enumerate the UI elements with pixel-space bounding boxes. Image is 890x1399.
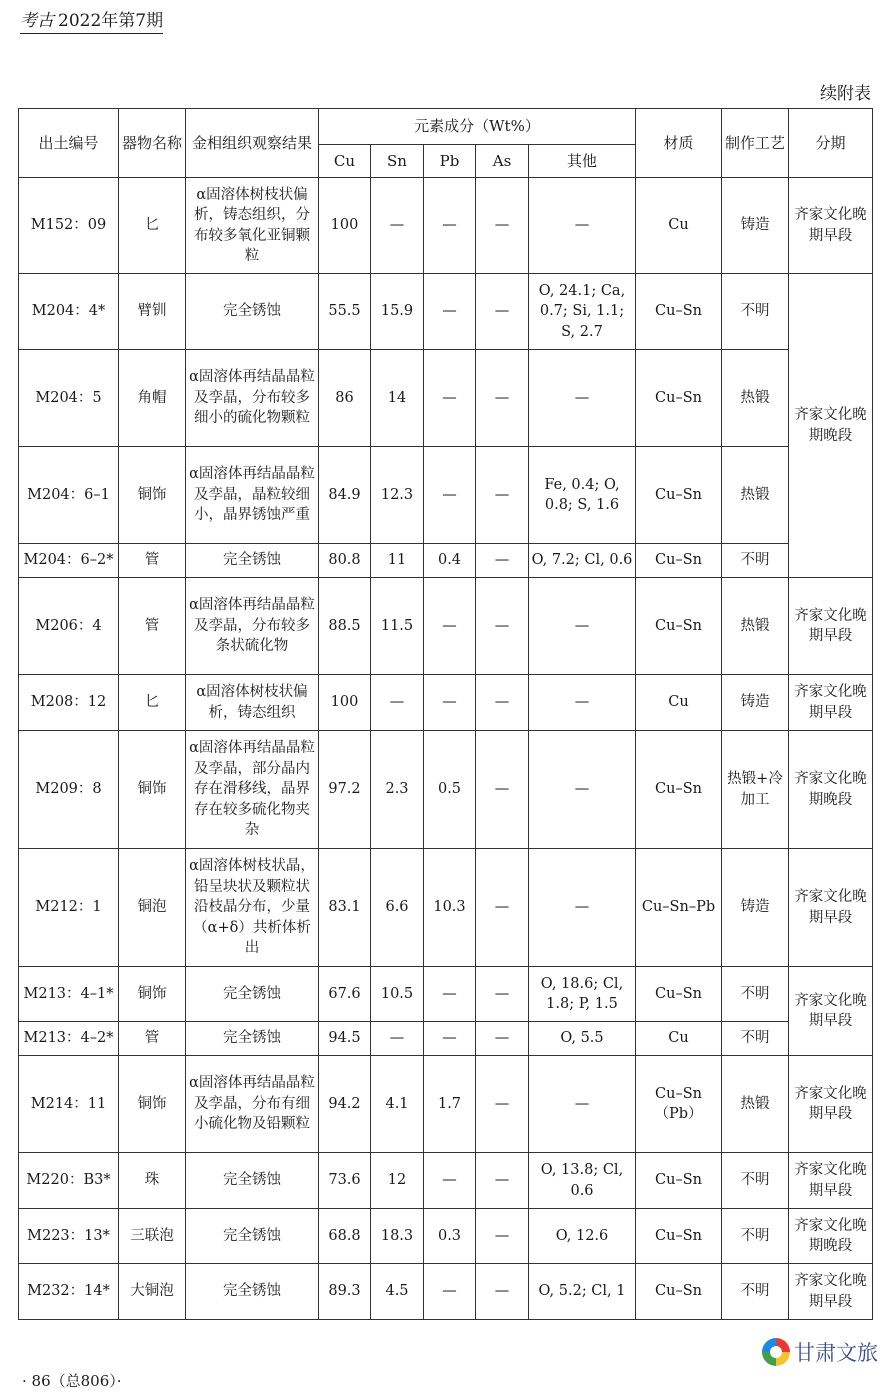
cell-observation: α固溶体树枝状偏析，铸态组织 xyxy=(186,675,319,731)
cell-cu: 67.6 xyxy=(319,967,371,1022)
cell-as: — xyxy=(476,544,529,578)
cell-name: 三联泡 xyxy=(119,1209,186,1264)
cell-sn: 12.3 xyxy=(371,447,424,544)
cell-material: Cu–Sn–Pb xyxy=(636,849,722,967)
cell-name: 铜饰 xyxy=(119,731,186,849)
cell-name: 珠 xyxy=(119,1153,186,1209)
cell-observation: 完全锈蚀 xyxy=(186,1209,319,1264)
table-row xyxy=(19,1153,873,1209)
cell-name: 管 xyxy=(119,1022,186,1056)
cell-cu: 94.5 xyxy=(319,1022,371,1056)
cell-cu: 68.8 xyxy=(319,1209,371,1264)
table-row xyxy=(19,1264,873,1320)
cell-as: — xyxy=(476,1153,529,1209)
cell-as: — xyxy=(476,1022,529,1056)
cell-sn: — xyxy=(371,1022,424,1056)
table-row xyxy=(19,1022,873,1056)
cell-cu: 100 xyxy=(319,178,371,274)
cell-cu: 80.8 xyxy=(319,544,371,578)
watermark xyxy=(762,1337,878,1367)
cell-sn: 2.3 xyxy=(371,731,424,849)
cell-name: 匕 xyxy=(119,675,186,731)
cell-observation: α固溶体树枝状晶，铅呈块状及颗粒状沿枝晶分布，少量（α+δ）共析体析出 xyxy=(186,849,319,967)
cell-material: Cu–Sn xyxy=(636,731,722,849)
cell-as: — xyxy=(476,1056,529,1153)
cell-period: 齐家文化晚期早段 xyxy=(789,1153,873,1209)
cell-name: 铜饰 xyxy=(119,1056,186,1153)
cell-pb: — xyxy=(424,447,476,544)
cell-sn: — xyxy=(371,178,424,274)
cell-id: M232：14* xyxy=(19,1264,119,1320)
header-material: 材质 xyxy=(636,109,722,178)
cell-material: Cu xyxy=(636,675,722,731)
cell-material: Cu–Sn xyxy=(636,1209,722,1264)
cell-other: O, 12.6 xyxy=(529,1209,636,1264)
header-other: 其他 xyxy=(529,145,636,178)
cell-cu: 86 xyxy=(319,350,371,447)
cell-id: M213：4–1* xyxy=(19,967,119,1022)
cell-observation: α固溶体再结晶晶粒及孪晶，分布较多细小的硫化物颗粒 xyxy=(186,350,319,447)
cell-material: Cu xyxy=(636,1022,722,1056)
cell-pb: 0.4 xyxy=(424,544,476,578)
cell-name: 匕 xyxy=(119,178,186,274)
cell-technique: 不明 xyxy=(722,274,789,350)
cell-period: 齐家文化晚期早段 xyxy=(789,1264,873,1320)
cell-id: M152：09 xyxy=(19,178,119,274)
cell-id: M204：5 xyxy=(19,350,119,447)
cell-id: M214：11 xyxy=(19,1056,119,1153)
cell-material: Cu xyxy=(636,178,722,274)
cell-as: — xyxy=(476,731,529,849)
cell-period: 齐家文化晚期早段 xyxy=(789,675,873,731)
cell-technique: 热锻 xyxy=(722,447,789,544)
cell-pb: — xyxy=(424,1153,476,1209)
cell-technique: 铸造 xyxy=(722,178,789,274)
header-pb: Pb xyxy=(424,145,476,178)
cell-period: 齐家文化晚期早段 xyxy=(789,578,873,675)
cell-material: Cu–Sn xyxy=(636,447,722,544)
cell-period: 齐家文化晚期早段 xyxy=(789,849,873,967)
cell-observation: 完全锈蚀 xyxy=(186,1264,319,1320)
cell-period: 齐家文化晚期早段 xyxy=(789,1056,873,1153)
table-row xyxy=(19,350,873,447)
cell-id: M212：1 xyxy=(19,849,119,967)
cell-sn: 12 xyxy=(371,1153,424,1209)
cell-id: M208：12 xyxy=(19,675,119,731)
cell-pb: 0.3 xyxy=(424,1209,476,1264)
journal-issue: 2022年第7期 xyxy=(58,11,164,31)
cell-id: M220：B3* xyxy=(19,1153,119,1209)
data-table xyxy=(18,108,873,1320)
cell-as: — xyxy=(476,578,529,675)
cell-technique: 热锻 xyxy=(722,578,789,675)
cell-other: O, 5.5 xyxy=(529,1022,636,1056)
cell-other: O, 7.2; Cl, 0.6 xyxy=(529,544,636,578)
cell-pb: — xyxy=(424,274,476,350)
header-observation: 金相组织观察结果 xyxy=(186,109,319,178)
cell-sn: 11.5 xyxy=(371,578,424,675)
cell-material: Cu–Sn xyxy=(636,578,722,675)
header-period: 分期 xyxy=(789,109,873,178)
table-row xyxy=(19,178,873,274)
cell-other: Fe, 0.4; O, 0.8; S, 1.6 xyxy=(529,447,636,544)
cell-other: O, 5.2; Cl, 1 xyxy=(529,1264,636,1320)
cell-observation: α固溶体再结晶晶粒及孪晶，分布有细小硫化物及铅颗粒 xyxy=(186,1056,319,1153)
cell-as: — xyxy=(476,447,529,544)
cell-name: 铜饰 xyxy=(119,967,186,1022)
cell-cu: 94.2 xyxy=(319,1056,371,1153)
cell-observation: 完全锈蚀 xyxy=(186,1153,319,1209)
cell-as: — xyxy=(476,274,529,350)
cell-other: O, 18.6; Cl, 1.8; P, 1.5 xyxy=(529,967,636,1022)
cell-material: Cu–Sn xyxy=(636,1153,722,1209)
cell-pb: 10.3 xyxy=(424,849,476,967)
cell-sn: 10.5 xyxy=(371,967,424,1022)
cell-material: Cu–Sn（Pb） xyxy=(636,1056,722,1153)
cell-id: M213：4–2* xyxy=(19,1022,119,1056)
cell-cu: 84.9 xyxy=(319,447,371,544)
cell-id: M209：8 xyxy=(19,731,119,849)
cell-name: 大铜泡 xyxy=(119,1264,186,1320)
cell-other: — xyxy=(529,578,636,675)
table-row xyxy=(19,849,873,967)
cell-technique: 不明 xyxy=(722,544,789,578)
cell-observation: 完全锈蚀 xyxy=(186,1022,319,1056)
cell-pb: 1.7 xyxy=(424,1056,476,1153)
cell-other: — xyxy=(529,350,636,447)
table-row xyxy=(19,544,873,578)
cell-observation: α固溶体再结晶晶粒及孪晶，分布较多条状硫化物 xyxy=(186,578,319,675)
cell-technique: 不明 xyxy=(722,1264,789,1320)
table-row xyxy=(19,731,873,849)
cell-sn: 15.9 xyxy=(371,274,424,350)
cell-other: — xyxy=(529,675,636,731)
table-row xyxy=(19,1209,873,1264)
cell-as: — xyxy=(476,849,529,967)
cell-pb: — xyxy=(424,350,476,447)
table-body xyxy=(19,178,873,1320)
cell-period: 齐家文化晚期晚段 xyxy=(789,274,873,578)
table-row xyxy=(19,447,873,544)
table-caption: 续附表 xyxy=(820,84,871,104)
table-row xyxy=(19,1056,873,1153)
cell-sn: 4.1 xyxy=(371,1056,424,1153)
cell-observation: 完全锈蚀 xyxy=(186,274,319,350)
cell-pb: — xyxy=(424,1264,476,1320)
cell-other: — xyxy=(529,731,636,849)
cell-technique: 铸造 xyxy=(722,675,789,731)
cell-as: — xyxy=(476,1209,529,1264)
cell-cu: 88.5 xyxy=(319,578,371,675)
cell-cu: 73.6 xyxy=(319,1153,371,1209)
cell-observation: α固溶体再结晶晶粒及孪晶，部分晶内存在滑移线，晶界存在较多硫化物夹杂 xyxy=(186,731,319,849)
cell-id: M223：13* xyxy=(19,1209,119,1264)
cell-as: — xyxy=(476,967,529,1022)
cell-sn: 18.3 xyxy=(371,1209,424,1264)
cell-id: M204：6–2* xyxy=(19,544,119,578)
journal-header xyxy=(20,10,163,34)
cell-id: M204：4* xyxy=(19,274,119,350)
watermark-text: 甘肃文旅 xyxy=(794,1341,878,1365)
cell-technique: 热锻+冷加工 xyxy=(722,731,789,849)
header-name: 器物名称 xyxy=(119,109,186,178)
cell-pb: 0.5 xyxy=(424,731,476,849)
cell-material: Cu–Sn xyxy=(636,350,722,447)
cell-other: — xyxy=(529,849,636,967)
cell-period: 齐家文化晚期早段 xyxy=(789,178,873,274)
cell-cu: 55.5 xyxy=(319,274,371,350)
journal-brand: 考古 xyxy=(20,11,54,31)
header-technique: 制作工艺 xyxy=(722,109,789,178)
cell-technique: 热锻 xyxy=(722,1056,789,1153)
cell-name: 臂钏 xyxy=(119,274,186,350)
table-row xyxy=(19,675,873,731)
cell-material: Cu–Sn xyxy=(636,544,722,578)
cell-technique: 不明 xyxy=(722,1022,789,1056)
cell-id: M204：6–1 xyxy=(19,447,119,544)
page-footer: · 86（总806）· xyxy=(22,1372,122,1390)
cell-other: — xyxy=(529,1056,636,1153)
cell-observation: 完全锈蚀 xyxy=(186,967,319,1022)
cell-other: O, 24.1; Ca, 0.7; Si, 1.1; S, 2.7 xyxy=(529,274,636,350)
cell-period: 齐家文化晚期早段 xyxy=(789,967,873,1056)
cell-period: 齐家文化晚期晚段 xyxy=(789,1209,873,1264)
gansu-wenlv-logo-icon xyxy=(762,1338,790,1366)
header-composition: 元素成分（Wt%） xyxy=(319,109,636,145)
cell-material: Cu–Sn xyxy=(636,274,722,350)
cell-sn: 11 xyxy=(371,544,424,578)
cell-material: Cu–Sn xyxy=(636,1264,722,1320)
cell-sn: 4.5 xyxy=(371,1264,424,1320)
cell-technique: 铸造 xyxy=(722,849,789,967)
cell-as: — xyxy=(476,350,529,447)
cell-name: 管 xyxy=(119,544,186,578)
cell-material: Cu–Sn xyxy=(636,967,722,1022)
cell-as: — xyxy=(476,178,529,274)
cell-sn: 6.6 xyxy=(371,849,424,967)
cell-observation: α固溶体树枝状偏析，铸态组织，分布较多氧化亚铜颗粒 xyxy=(186,178,319,274)
cell-observation: 完全锈蚀 xyxy=(186,544,319,578)
cell-other: O, 13.8; Cl, 0.6 xyxy=(529,1153,636,1209)
header-as: As xyxy=(476,145,529,178)
table-row xyxy=(19,967,873,1022)
cell-as: — xyxy=(476,1264,529,1320)
table-row xyxy=(19,578,873,675)
cell-other: — xyxy=(529,178,636,274)
cell-name: 铜泡 xyxy=(119,849,186,967)
cell-observation: α固溶体再结晶晶粒及孪晶，晶粒较细小，晶界锈蚀严重 xyxy=(186,447,319,544)
header-cu: Cu xyxy=(319,145,371,178)
cell-pb: — xyxy=(424,967,476,1022)
cell-technique: 不明 xyxy=(722,967,789,1022)
cell-technique: 不明 xyxy=(722,1209,789,1264)
cell-pb: — xyxy=(424,1022,476,1056)
cell-sn: 14 xyxy=(371,350,424,447)
table-row xyxy=(19,274,873,350)
cell-cu: 89.3 xyxy=(319,1264,371,1320)
cell-name: 管 xyxy=(119,578,186,675)
cell-technique: 不明 xyxy=(722,1153,789,1209)
cell-cu: 97.2 xyxy=(319,731,371,849)
cell-sn: — xyxy=(371,675,424,731)
cell-cu: 83.1 xyxy=(319,849,371,967)
cell-name: 角帽 xyxy=(119,350,186,447)
cell-pb: — xyxy=(424,675,476,731)
header-id: 出土编号 xyxy=(19,109,119,178)
cell-technique: 热锻 xyxy=(722,350,789,447)
cell-name: 铜饰 xyxy=(119,447,186,544)
cell-as: — xyxy=(476,675,529,731)
cell-id: M206：4 xyxy=(19,578,119,675)
cell-period: 齐家文化晚期晚段 xyxy=(789,731,873,849)
cell-pb: — xyxy=(424,178,476,274)
cell-pb: — xyxy=(424,578,476,675)
header-sn: Sn xyxy=(371,145,424,178)
cell-cu: 100 xyxy=(319,675,371,731)
